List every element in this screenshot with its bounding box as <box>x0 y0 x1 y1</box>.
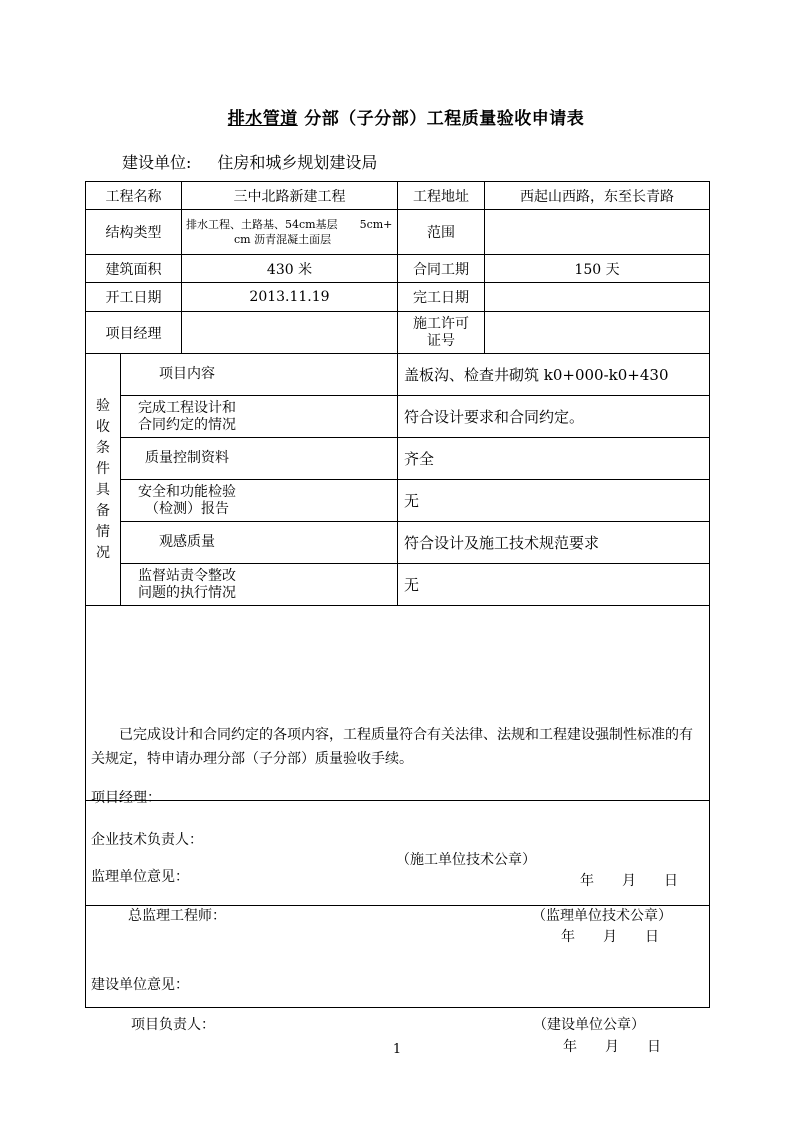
acceptance-row-label-line1: 完成工程设计和 <box>138 399 236 416</box>
construction-seal: （施工单位技术公章） <box>396 852 536 868</box>
project-name-label: 工程名称 <box>86 182 182 210</box>
structure-type-line1: 排水工程、土路基、54cm基层 5cm+ <box>186 218 393 231</box>
side-char: 备 <box>96 502 110 519</box>
period-label: 合同工期 <box>398 255 485 283</box>
address-label: 工程地址 <box>398 182 485 210</box>
start-date-label: 开工日期 <box>86 283 182 312</box>
permit-label <box>398 312 485 354</box>
side-char: 验 <box>96 397 110 414</box>
acceptance-row-value: 符合设计及施工技术规范要求 <box>398 522 710 564</box>
project-manager-label: 项目经理 <box>86 312 182 354</box>
acceptance-row-label <box>121 438 398 480</box>
side-char: 条 <box>96 439 110 456</box>
area-label: 建筑面积 <box>86 255 182 283</box>
side-char: 情 <box>96 523 110 540</box>
owner-project-lead: 项目负责人： <box>131 1016 215 1033</box>
acceptance-row-label-line1: 安全和功能检验 <box>138 483 236 500</box>
acceptance-row-value: 齐全 <box>398 438 710 480</box>
project-name-value: 三中北路新建工程 <box>182 182 398 210</box>
project-manager-value <box>182 312 398 354</box>
acceptance-side-label <box>86 354 121 606</box>
structure-type-value <box>182 210 398 255</box>
acceptance-row-value: 无 <box>398 564 710 606</box>
side-char: 件 <box>96 460 110 477</box>
permit-label-line1: 施工许可 <box>413 315 469 332</box>
period-value: 150 天 <box>485 255 710 283</box>
area-value: 430 米 <box>182 255 398 283</box>
end-date-value <box>485 283 710 312</box>
acceptance-row-value: 盖板沟、检查井砌筑 k0+000-k0+430 <box>398 354 710 396</box>
acceptance-row-label-line2: 问题的执行情况 <box>138 584 236 601</box>
owner-date: 年 月 日 <box>563 1038 661 1055</box>
declaration-text: 已完成设计和合同约定的各项内容，工程质量符合有关法律、法规和工程建设强制性标准的有关规定，特申请办理分部（子分部）质量验收手续。 <box>91 727 693 767</box>
acceptance-row-label <box>121 564 398 606</box>
title-main: 分部（子分部）工程质量验收申请表 <box>304 109 585 129</box>
scope-label: 范围 <box>398 210 485 255</box>
acceptance-row-label-line2: 合同约定的情况 <box>138 416 236 433</box>
address-value: 西起山西路，东至长青路 <box>485 182 710 210</box>
supervision-date: 年 月 日 <box>561 929 659 945</box>
declaration-tech-lead: 企业技术负责人： <box>91 832 203 848</box>
acceptance-row-label <box>121 396 398 438</box>
scope-value <box>485 210 710 255</box>
side-char: 具 <box>96 481 110 498</box>
side-char: 况 <box>96 544 110 561</box>
acceptance-row-label-line1: 观感质量 <box>159 534 215 550</box>
acceptance-form-table <box>85 181 710 1055</box>
construction-unit-label: 建设单位: <box>122 153 192 172</box>
acceptance-row-label-line1: 监督站责令整改 <box>138 567 236 584</box>
structure-type-label: 结构类型 <box>86 210 182 255</box>
owner-opinion: 建设单位意见： <box>91 976 189 993</box>
end-date-label: 完工日期 <box>398 283 485 312</box>
page-number: 1 <box>392 1042 402 1057</box>
acceptance-row-label-line1: 项目内容 <box>159 366 215 382</box>
structure-type-line2: cm 沥青混凝土面层 <box>234 233 332 246</box>
acceptance-row-label <box>121 480 398 522</box>
supervision-opinion: 监理单位意见： <box>91 869 189 885</box>
permit-value <box>485 312 710 354</box>
title-project-type: 排水管道 <box>227 109 298 129</box>
start-date-value: 2013.11.19 <box>182 283 398 312</box>
side-char: 收 <box>96 418 110 435</box>
form-title <box>0 104 794 129</box>
acceptance-row-value: 符合设计要求和合同约定。 <box>398 396 710 438</box>
acceptance-row-label-line2: （检测）报告 <box>145 500 229 517</box>
acceptance-row-label <box>121 522 398 564</box>
chief-supervisor: 总监理工程师： <box>128 908 226 924</box>
construction-unit-line <box>122 150 377 173</box>
acceptance-row-value: 无 <box>398 480 710 522</box>
owner-seal: （建设单位公章） <box>533 1016 645 1033</box>
declaration-date: 年 月 日 <box>580 873 678 889</box>
permit-label-line2: 证号 <box>427 332 455 349</box>
supervision-seal: （监理单位技术公章） <box>532 908 672 924</box>
construction-unit-value: 住房和城乡规划建设局 <box>217 153 378 172</box>
declaration-manager: 项目经理： <box>91 790 161 806</box>
acceptance-row-label <box>121 354 398 396</box>
acceptance-row-label-line1: 质量控制资料 <box>145 450 229 466</box>
